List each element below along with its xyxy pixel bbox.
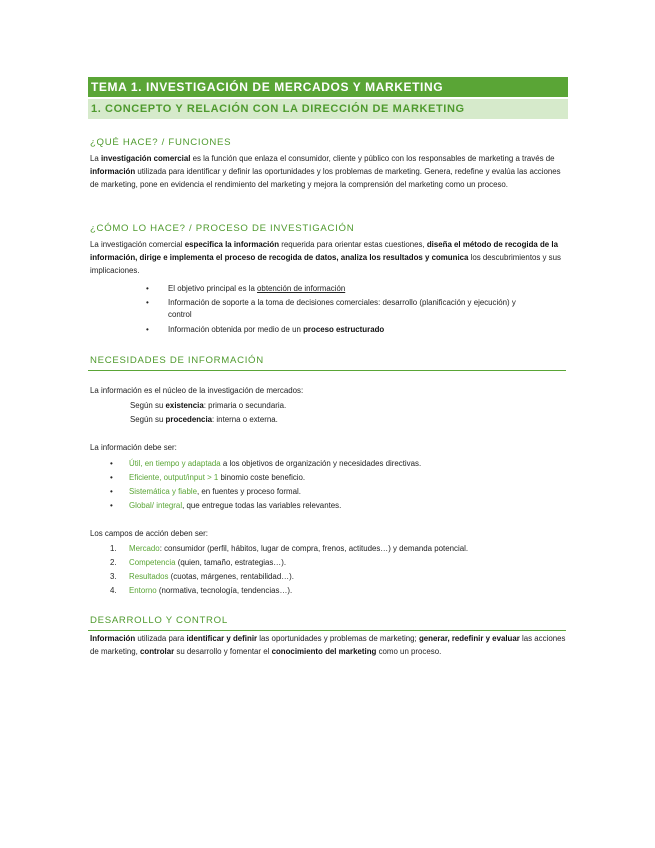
bullet-proceso: Información obtenida por medio de un proceso estructurado (168, 325, 385, 334)
bullet-marker: • (110, 459, 113, 468)
debe-ser-item: Útil, en tiempo y adaptada a los objetivos de organización y necesidades directivas. (129, 459, 422, 468)
bullet-marker: • (110, 473, 113, 482)
paragraph-proceso: La investigación comercial especifica la información requerida para orientar estas cuestiones, diseña el método de recogida de la información, dirige e implementa el proceso de recogida de datos, analiza los resultados y comunica los descubrimientos y sus implicaciones. (90, 240, 561, 276)
bullet-soporte-line1: Información de soporte a la toma de decisiones comerciales: desarrollo (planificación y ejecución) y (168, 298, 516, 307)
chapter-title: TEMA 1. INVESTIGACIÓN DE MERCADOS Y MARKETING (88, 77, 568, 97)
heading-rule (88, 370, 566, 371)
debe-ser-item: Sistemática y fiable, en fuentes y proceso formal. (129, 487, 301, 496)
debe-ser-item: Global/ integral, que entregue todas las variables relevantes. (129, 501, 342, 510)
campo-number: 3. (110, 572, 117, 581)
bullet-soporte-line2: control (168, 310, 192, 319)
campo-number: 1. (110, 544, 117, 553)
campo-item: Competencia (quien, tamaño, estrategias…). (129, 558, 287, 567)
bullet-marker: • (146, 284, 149, 293)
heading-necesidades: NECESIDADES DE INFORMACIÓN (90, 355, 264, 366)
bullet-marker: • (110, 487, 113, 496)
link-obtencion-informacion[interactable]: obtención de información (257, 284, 346, 293)
necesidades-intro: La información es el núcleo de la investigación de mercados: (90, 386, 304, 395)
bullet-marker: • (110, 501, 113, 510)
necesidades-existencia: Según su existencia: primaria o secundaria. (130, 401, 287, 410)
heading-proceso: ¿CÓMO LO HACE? / PROCESO DE INVESTIGACIÓN (90, 223, 355, 234)
campos-intro: Los campos de acción deben ser: (90, 529, 208, 538)
section-title: 1. CONCEPTO Y RELACIÓN CON LA DIRECCIÓN DE MARKETING (88, 99, 568, 119)
debe-ser-intro: La información debe ser: (90, 443, 177, 452)
debe-ser-item: Eficiente, output/input > 1 binomio coste beneficio. (129, 473, 306, 482)
campo-item: Resultados (cuotas, márgenes, rentabilidad…). (129, 572, 294, 581)
campo-item: Entorno (normativa, tecnología, tendencias…). (129, 586, 293, 595)
heading-funciones: ¿QUÉ HACE? / FUNCIONES (90, 137, 232, 148)
heading-desarrollo: DESARROLLO Y CONTROL (90, 615, 228, 626)
bullet-marker: • (146, 298, 149, 307)
campo-number: 2. (110, 558, 117, 567)
paragraph-funciones: La investigación comercial es la función que enlaza el consumidor, cliente y público con los responsables de marketing a través de información utilizada para identificar y definir las oportunidades y los problemas de marketing. Genera, redefine y evalúa las acciones de marketing, pone en evidencia el rendimiento del marketing y mejora la comprensión del marketing como un proceso. (90, 154, 561, 190)
heading-rule (88, 630, 566, 631)
bullet-marker: • (146, 325, 149, 334)
campo-number: 4. (110, 586, 117, 595)
paragraph-desarrollo: Información utilizada para identificar y definir las oportunidades y problemas de marketing; generar, redefinir y evaluar las acciones de marketing, controlar su desarrollo y fomentar el conocimiento del marketing como un proceso. (90, 634, 566, 657)
bullet-objetivo: El objetivo principal es la obtención de información (168, 284, 346, 293)
necesidades-procedencia: Según su procedencia: interna o externa. (130, 415, 278, 424)
campo-item: Mercado: consumidor (perfil, hábitos, lugar de compra, frenos, actitudes…) y demanda potencial. (129, 544, 469, 553)
